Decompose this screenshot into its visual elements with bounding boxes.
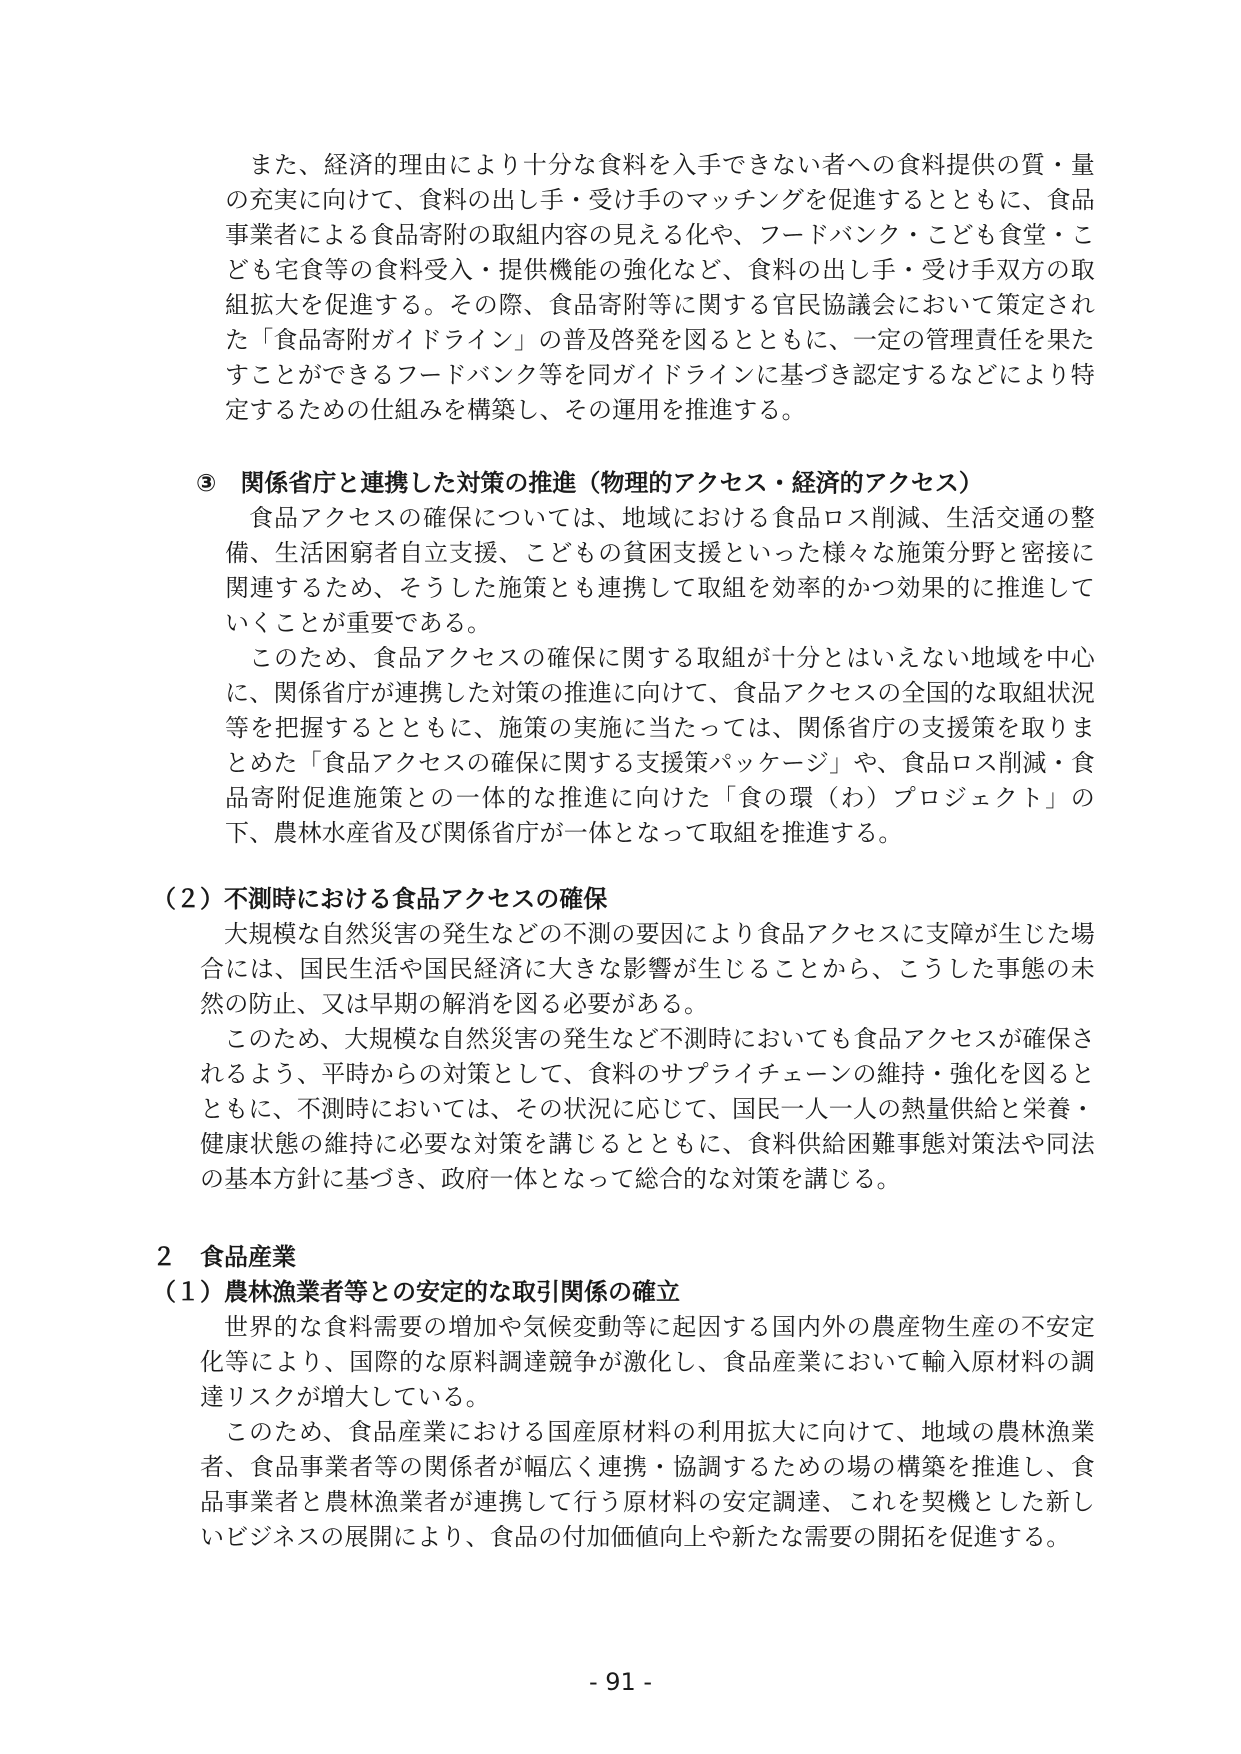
section-2-2-paragraph-2: このため、大規模な自然災害の発生など不測時においても食品アクセスが確保されるよう、平時からの対策として、食料のサプライチェーンの維持・強化を図るとともに、不測時においては、その状況に応じて、国民一人一人の熱量供給と栄養・健康状態の維持に必要な対策を講じるとともに、食料供給困難事態対策法や同法の基本方針に基づき、政府一体となって総合的な対策を講じる。 bbox=[200, 1025, 1095, 1193]
section-1-body bbox=[200, 1310, 1095, 1555]
section-2-2-heading: （２）不測時における食品アクセスの確保 bbox=[152, 885, 608, 913]
section-3-paragraph-1: 食品アクセスの確保については、地域における食品ロス削減、生活交通の整備、生活困窮者自立支援、こどもの貧困支援といった様々な施策分野と密接に関連するため、そうした施策とも連携して取組を効率的かつ効果的に推進していくことが重要である。 bbox=[225, 504, 1095, 637]
page-number: - 91 - bbox=[588, 1668, 653, 1696]
section-2-2-paragraph-1: 大規模な自然災害の発生などの不測の要因により食品アクセスに支障が生じた場合には、国民生活や国民経済に大きな影響が生じることから、こうした事態の未然の防止、又は早期の解消を図る必要がある。 bbox=[200, 920, 1095, 1018]
section-1-paragraph-2: このため、食品産業における国産原材料の利用拡大に向けて、地域の農林漁業者、食品事業者等の関係者が幅広く連携・協調するための場の構築を推進し、食品事業者と農林漁業者が連携して行う原材料の安定調達、これを契機とした新しいビジネスの展開により、食品の付加価値向上や新たな需要の開拓を促進する。 bbox=[200, 1418, 1095, 1551]
section-3-body bbox=[225, 501, 1095, 851]
section-3-paragraph-2: このため、食品アクセスの確保に関する取組が十分とはいえない地域を中心に、関係省庁が連携した対策の推進に向けて、食品アクセスの全国的な取組状況等を把握するとともに、施策の実施に当たっては、関係省庁の支援策を取りまとめた「食品アクセスの確保に関する支援策パッケージ」や、食品ロス削減・食品寄附促進施策との一体的な推進に向けた「食の環（わ）プロジェクト」の下、農林水産省及び関係省庁が一体となって取組を推進する。 bbox=[225, 644, 1095, 847]
intro-paragraph: また、経済的理由により十分な食料を入手できない者への食料提供の質・量の充実に向けて、食料の出し手・受け手のマッチングを促進するとともに、食品事業者による食品寄附の取組内容の見える化や、フードバンク・こども食堂・こども宅食等の食料受入・提供機能の強化など、食料の出し手・受け手双方の取組拡大を促進する。その際、食品寄附等に関する官民協議会において策定された「食品寄附ガイドライン」の普及啓発を図るとともに、一定の管理責任を果たすことができるフードバンク等を同ガイドラインに基づき認定するなどにより特定するための仕組みを構築し、その運用を推進する。 bbox=[225, 151, 1095, 424]
section-3-heading: ③ 関係省庁と連携した対策の推進（物理的アクセス・経済的アクセス） bbox=[196, 469, 983, 497]
section-2-2-body bbox=[200, 917, 1095, 1197]
section-1-heading: （１）農林漁業者等との安定的な取引関係の確立 bbox=[152, 1278, 680, 1306]
food-industry-heading: ２ 食品産業 bbox=[152, 1243, 296, 1271]
section-1-paragraph-1: 世界的な食料需要の増加や気候変動等に起因する国内外の農産物生産の不安定化等により、国際的な原料調達競争が激化し、食品産業において輸入原材料の調達リスクが増大している。 bbox=[200, 1313, 1095, 1411]
intro-block bbox=[225, 148, 1095, 428]
